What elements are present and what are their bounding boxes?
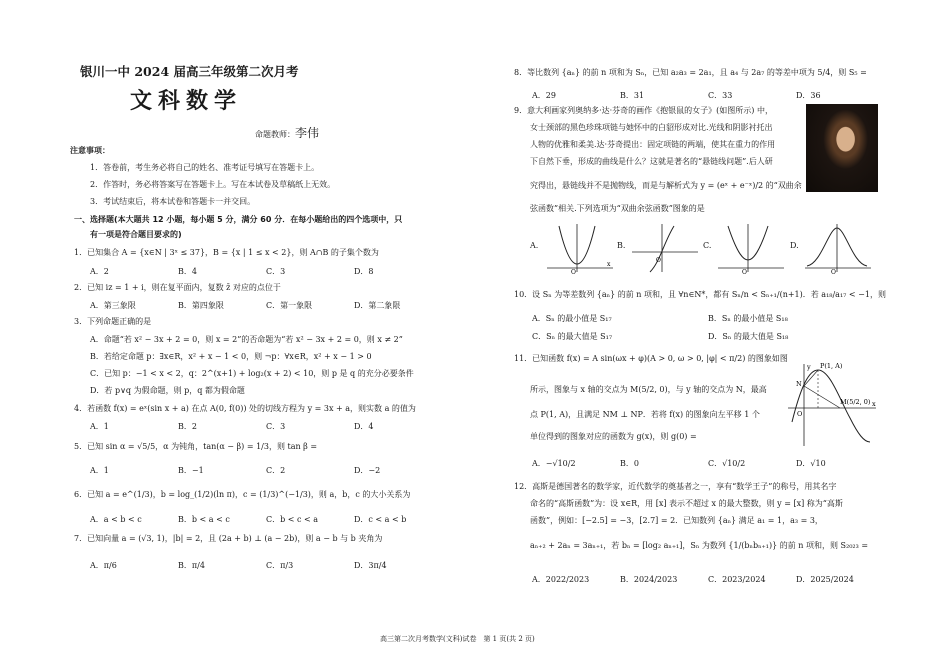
option-d[interactable]: D．8	[354, 267, 374, 276]
option-b[interactable]: B．−1	[178, 466, 204, 475]
origin-label: O	[656, 257, 661, 264]
question-stem: 6．已知 a = e^(1/3)，b = log_(1/2)(ln π)，c = (1/3)^(−1/3)，则 a，b，c 的大小关系为	[74, 490, 411, 499]
option-a[interactable]: A．a < b < c	[90, 515, 142, 524]
function-graph	[784, 360, 880, 448]
option-a[interactable]: A．−√10/2	[532, 459, 576, 468]
origin-label: O	[742, 269, 747, 274]
section-heading-cont: 有一项是符合题目要求的)	[90, 230, 182, 239]
graph-option-c	[716, 222, 786, 274]
teacher-name: 李伟	[295, 126, 320, 140]
question-stem: 3．下列命题正确的是	[74, 317, 152, 326]
y-axis-label: y	[807, 363, 811, 371]
option-a[interactable]: A．命题“若 x² − 3x + 2 = 0，则 x = 2”的否命题为“若 x² − 3x + 2 = 0，则 x ≠ 2”	[90, 335, 403, 344]
option-d[interactable]: D．4	[354, 422, 374, 431]
option-d[interactable]: D．c < a < b	[354, 515, 407, 524]
option-b[interactable]: B．2024/2023	[620, 575, 678, 584]
question-stem: 2．已知 iz = 1 + i，则在复平面内，复数 z̄ 对应的点位于	[74, 283, 281, 292]
option-c[interactable]: C．3	[266, 422, 286, 431]
option-b[interactable]: B．0	[620, 459, 639, 468]
option-b[interactable]: B．Sₙ 的最小值是 S₁₈	[708, 314, 788, 323]
question-stem: 9．意大利画家列奥纳多·达·芬奇的画作《抱银鼠的女子》(如图所示) 中，	[514, 106, 773, 115]
option-c[interactable]: C．b < c < a	[266, 515, 319, 524]
x-axis-label: x	[607, 261, 611, 268]
option-d[interactable]: D．−2	[354, 466, 381, 475]
option-c[interactable]: C．第一象限	[266, 301, 313, 310]
question-text: 单位得到的图象对应的函数为 g(x)，则 g(0) =	[530, 432, 697, 441]
option-b[interactable]: B．π/4	[178, 561, 205, 570]
option-d[interactable]: D．第二象限	[354, 301, 401, 310]
option-a[interactable]: A．第三象限	[90, 301, 136, 310]
option-b[interactable]: B．2	[178, 422, 197, 431]
notice-item: 1．答卷前，考生务必将自己的姓名、准考证号填写在答题卡上。	[90, 163, 320, 172]
question-text: 女士颈部的黑色珍珠项链与她怀中的白貂形成对比.光线和阴影衬托出	[530, 123, 773, 132]
question-stem: 7．已知向量 a = (√3, 1)，|b| = 2，且 (2a + b) ⊥ (a − 2b)，则 a − b 与 b 夹角为	[74, 534, 383, 543]
question-text: 人物的优雅和柔美.达·芬奇提出：固定项链的两端，使其在重力的作用	[530, 140, 776, 149]
option-d[interactable]: D．2025/2024	[796, 575, 854, 584]
option-c[interactable]: C．已知 p：−1 < x < 2，q：2^(x+1) + log₂(x + 2) < 10，则 p 是 q 的充分必要条件	[90, 369, 414, 378]
question-text: 命名的“高斯函数”为：设 x∈R，用 [x] 表示不超过 x 的最大整数，则 y = [x] 称为“高斯	[530, 499, 843, 508]
graph-option-d	[803, 222, 873, 274]
question-text: 点 P(1, A)，且满足 NM ⊥ NP．若将 f(x) 的图象向左平移 1 个	[530, 410, 760, 419]
option-c[interactable]: C．π/3	[266, 561, 294, 570]
option-a[interactable]: A．1	[90, 466, 109, 475]
section-heading: 一、选择题(本大题共 12 小题，每小题 5 分，满分 60 分．在每小题给出的四个选项中，只	[74, 215, 403, 224]
option-d[interactable]: D．36	[796, 91, 821, 100]
question-text: 下自然下垂，形成的曲线是什么？这就是著名的“悬链线问题”.后人研	[530, 157, 773, 166]
option-c[interactable]: C．2023/2024	[708, 575, 766, 584]
origin-label: O	[797, 410, 803, 418]
notice-item: 2．作答时，务必将答案写在答题卡上。写在本试卷及草稿纸上无效。	[90, 180, 336, 189]
question-stem: 12．高斯是德国著名的数学家，近代数学的奠基者之一，享有“数学王子”的称号，用其名字	[514, 482, 837, 491]
option-d[interactable]: D．Sₙ 的最大值是 S₁₈	[708, 332, 789, 341]
notice-heading: 注意事项：	[70, 146, 110, 155]
exam-title: 银川一中 2024 届高三年级第二次月考	[80, 64, 299, 79]
x-axis-label: x	[872, 400, 876, 408]
option-c[interactable]: C．Sₙ 的最大值是 S₁₇	[532, 332, 613, 341]
point-p-label: P(1, A)	[820, 362, 843, 370]
notice-item: 3．考试结束后，将本试卷和答题卡一并交回。	[90, 197, 256, 206]
option-d[interactable]: D．若 p∨q 为假命题，则 p，q 都为假命题	[90, 386, 245, 395]
origin-label: O	[571, 269, 576, 274]
point-m-label: M(5/2, 0)	[840, 398, 871, 406]
teacher-line	[255, 124, 319, 141]
option-b[interactable]: B．b < a < c	[178, 515, 230, 524]
question-stem: 5．已知 sin α = √5/5，α 为钝角，tan(α − β) = 1/3，则 tan β =	[74, 442, 318, 451]
teacher-label: 命题教师：	[255, 130, 295, 139]
option-d[interactable]: D．3π/4	[354, 561, 387, 570]
question-text: 函数”，例如：[−2.5] = −3，[2.7] = 2．已知数列 {aₙ} 满足 a₁ = 1，a₃ = 3，	[530, 516, 823, 525]
graph-option-b	[630, 222, 700, 274]
option-a[interactable]: A．2022/2023	[532, 575, 590, 584]
question-text: 究得出，悬链线并不是抛物线，而是与解析式为 y = (eˣ + e⁻ˣ)/2 的“双曲余	[530, 181, 802, 190]
option-c[interactable]: C．33	[708, 91, 733, 100]
option-a[interactable]: A．1	[90, 422, 109, 431]
option-a[interactable]: A.	[530, 241, 539, 250]
option-b[interactable]: B．若给定命题 p：∃x∈R，x² + x − 1 < 0，则 ¬p：∀x∈R，x² + x − 1 > 0	[90, 352, 372, 361]
option-a[interactable]: A．29	[532, 91, 556, 100]
option-d[interactable]: D．√10	[796, 459, 826, 468]
portrait-painting-image	[806, 104, 878, 192]
option-b[interactable]: B.	[617, 241, 626, 250]
question-stem: 4．若函数 f(x) = eˣ(sin x + a) 在点 A(0, f(0)) 处的切线方程为 y = 3x + a，则实数 a 的值为	[74, 404, 416, 413]
option-d[interactable]: D.	[790, 241, 799, 250]
question-text: 弦函数”相关.下列选项为“双曲余弦函数”图象的是	[530, 204, 705, 213]
question-stem: 11．已知函数 f(x) = A sin(ωx + φ)(A > 0, ω > 0, |φ| < π/2) 的图象如图	[514, 354, 788, 363]
option-a[interactable]: A．Sₙ 的最小值是 S₁₇	[532, 314, 612, 323]
option-c[interactable]: C.	[703, 241, 712, 250]
option-c[interactable]: C．2	[266, 466, 286, 475]
question-stem: 1．已知集合 A = {x∈N | 3ˣ ≤ 37}，B = {x | 1 ≤ x < 2}，则 A∩B 的子集个数为	[74, 248, 379, 257]
page-footer: 高三第二次月考数学(文科)试卷 第 1 页(共 2 页)	[380, 635, 535, 643]
option-b[interactable]: B．第四象限	[178, 301, 224, 310]
option-a[interactable]: A．2	[90, 267, 109, 276]
option-b[interactable]: B．4	[178, 267, 197, 276]
option-c[interactable]: C．√10/2	[708, 459, 746, 468]
option-a[interactable]: A．π/6	[90, 561, 117, 570]
origin-label: O	[831, 269, 836, 274]
point-n-label: N	[796, 380, 802, 388]
question-text: 所示，图象与 x 轴的交点为 M(5/2, 0)，与 y 轴的交点为 N，最高	[530, 385, 767, 394]
question-stem: 8．等比数列 {aₙ} 的前 n 项和为 Sₙ，已知 a₂a₃ = 2a₁，且 a₄ 与 2a₇ 的等差中项为 5/4，则 S₅ =	[514, 68, 867, 77]
question-text: aₙ₊₂ + 2aₙ = 3aₙ₊₁，若 bₙ = [log₂ aₙ₊₁]，Sₙ 为数列 {1/(bₙbₙ₊₁)} 的前 n 项和，则 S₂₀₂₃ =	[530, 541, 869, 550]
option-b[interactable]: B．31	[620, 91, 645, 100]
subject-title: 文科数学	[130, 89, 243, 114]
question-stem: 10．设 Sₙ 为等差数列 {aₙ} 的前 n 项和，且 ∀n∈N*，都有 Sₙ/n < Sₙ₊₁/(n+1)．若 a₁₈/a₁₇ < −1，则	[514, 290, 886, 299]
graph-option-a	[545, 222, 615, 274]
option-c[interactable]: C．3	[266, 267, 286, 276]
